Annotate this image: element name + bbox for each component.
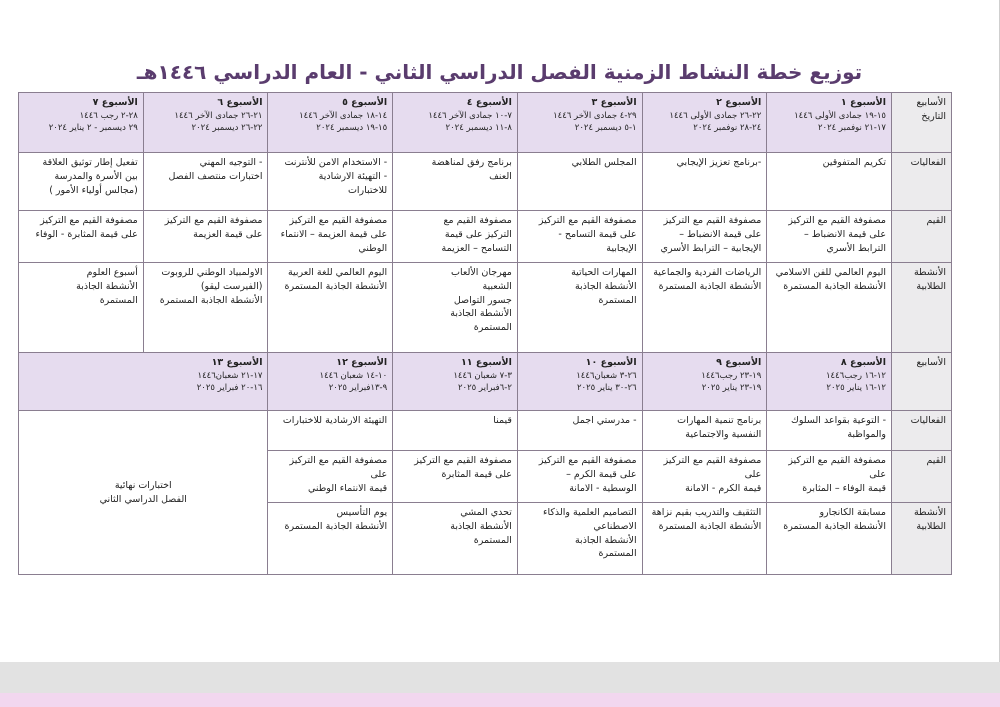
activity-cell: تفعيل إطار توثيق العلاقة بين الأسرة والمدرسة (مجالس أولياء الأمور )	[19, 153, 144, 211]
values-cell: مصفوفة القيم مع التركيز على قيمة العزيمة – الانتماء الوطني	[268, 211, 393, 263]
footer-pink-band	[0, 693, 1000, 707]
week-cell: الأسبوع ٧ ٢٨-٢ رجب ١٤٤٦ ٢٩ ديسمبر - ٢ يناير ٢٠٢٤	[19, 93, 144, 153]
activity-cell: تكريم المتفوقين	[767, 153, 892, 211]
week-cell: الأسبوع ٩ ١٩-٢٣ رجب١٤٤٦ ١٩-٢٣ يناير ٢٠٢٥	[642, 353, 767, 411]
page-title: توزيع خطة النشاط الزمنية الفصل الدراسي الثاني - العام الدراسي ١٤٤٦هـ	[136, 60, 863, 84]
values-cell: مصفوفة القيم مع التركيز على قيمة الانضباط – الإيجابية – الترابط الأسري	[642, 211, 767, 263]
class-activity-cell: التصاميم العلمية والذكاء الاصطناعي الأنشطة الجاذبة المستمرة	[517, 503, 642, 575]
week-cell: الأسبوع ١ ١٥-١٩ جمادى الأولى ١٤٤٦ ١٧-٢١ نوفمبر ٢٠٢٤	[767, 93, 892, 153]
class-activity-cell: اليوم العالمي للفن الاسلامي الأنشطة الجاذبة المستمرة	[767, 263, 892, 353]
values-cell: مصفوفة القيم مع التركيز على قيمة المثابرة - الوفاء	[19, 211, 144, 263]
class-activity-cell: اليوم العالمي للغة العربية الأنشطة الجاذبة المستمرة	[268, 263, 393, 353]
week-cell: الأسبوع ٣ ٢٩-٤ جمادى الآخر ١٤٤٦ ١-٥ ديسمبر ٢٠٢٤	[517, 93, 642, 153]
week-cell: الأسبوع ١٣ ١٧-٢١ شعبان١٤٤٦ ١٦-٢٠ فبراير ٢٠٢٥	[19, 353, 268, 411]
table-row	[19, 353, 952, 411]
activity-plan-table	[18, 92, 952, 575]
table-row	[19, 93, 952, 153]
week-cell: الأسبوع ٨ ١٢-١٦ رجب١٤٤٦ ١٢-١٦ يناير ٢٠٢٥	[767, 353, 892, 411]
class-activity-cell: تحدي المشي الأنشطة الجاذبة المستمرة	[393, 503, 518, 575]
week-cell: الأسبوع ٤ ٧-١٠ جمادى الآخر ١٤٤٦ ٨-١١ ديسمبر ٢٠٢٤	[393, 93, 518, 153]
values-cell: مصفوفة القيم مع التركيز على قيمة الكرم – الوسطية - الامانة	[517, 451, 642, 503]
footer-gray-band	[0, 662, 1000, 693]
class-activity-cell: أسبوع العلوم الأنشطة الجاذبة المستمرة	[19, 263, 144, 353]
class-activity-cell: مسابقة الكانجارو الأنشطة الجاذبة المستمرة	[767, 503, 892, 575]
activity-cell: برنامج رفق لمناهضة العنف	[393, 153, 518, 211]
week-cell: الأسبوع ١٠ ٢٦-٣ شعبان١٤٤٦ ٢٦-٣٠ يناير ٢٠٢٥	[517, 353, 642, 411]
row-label-weeks-date: الأسابيع التاريخ	[892, 93, 952, 153]
row-label-values: القيم	[892, 211, 952, 263]
values-cell: مصفوفة القيم مع التركيز على قيمة المثابرة	[393, 451, 518, 503]
values-cell: مصفوفة القيم مع التركيز على قيمة التسامح – العزيمة	[393, 211, 518, 263]
values-cell: مصفوفة القيم مع التركيز على قيمة الوفاء – المثابرة	[767, 451, 892, 503]
values-cell: مصفوفة القيم مع التركيز على قيمة الكرم - الامانة	[642, 451, 767, 503]
activity-cell: المجلس الطلابي	[517, 153, 642, 211]
week-cell: الأسبوع ٥ ١٤-١٨ جمادى الآخر ١٤٤٦ ١٥-١٩ ديسمبر ٢٠٢٤	[268, 93, 393, 153]
row-label-activities: الفعاليات	[892, 153, 952, 211]
week-cell: الأسبوع ١٢ ١٠-١٤ شعبان ١٤٤٦ ٩-١٣فبراير ٢٠٢٥	[268, 353, 393, 411]
values-cell: مصفوفة القيم مع التركيز على قيمة التسامح - الإيجابية	[517, 211, 642, 263]
activity-cell: - التوجيه المهني اختبارات منتصف الفصل	[143, 153, 268, 211]
activity-cell: - مدرستي اجمل	[517, 411, 642, 451]
class-activity-cell: الرياضات الفردية والجماعية الأنشطة الجاذبة المستمرة	[642, 263, 767, 353]
row-label-class-activities: الأنشطة الطلابية	[892, 263, 952, 353]
class-activity-cell: يوم التأسيس الأنشطة الجاذبة المستمرة	[268, 503, 393, 575]
activity-cell: -برنامج تعزيز الإيجابي	[642, 153, 767, 211]
table-row	[19, 211, 952, 263]
week-cell: الأسبوع ١١ ٣-٧ شعبان ١٤٤٦ ٢-٦فبراير ٢٠٢٥	[393, 353, 518, 411]
activity-cell: التهيئة الارشادية للاختبارات	[268, 411, 393, 451]
class-activity-cell: الاولمبياد الوطني للروبوت (الفيرست ليقو) الأنشطة الجاذبة المستمرة	[143, 263, 268, 353]
week-cell: الأسبوع ٦ ٢١-٢٦ جمادى الآخر ١٤٤٦ ٢٢-٢٦ ديسمبر ٢٠٢٤	[143, 93, 268, 153]
activity-cell: - التوعية بقواعد السلوك والمواظبة	[767, 411, 892, 451]
table-row	[19, 411, 952, 451]
week-cell: الأسبوع ٢ ٢٢-٢٦ جمادى الأولى ١٤٤٦ ٢٤-٢٨ نوفمبر ٢٠٢٤	[642, 93, 767, 153]
activity-cell: - الاستخدام الامن للأنترنت - التهيئة الارشادية للاختبارات	[268, 153, 393, 211]
class-activity-cell: مهرجان الألعاب الشعبية جسور التواصل الأنشطة الجاذبة المستمرة	[393, 263, 518, 353]
final-exams-cell: اختبارات نهائية الفصل الدراسي الثاني	[19, 411, 268, 575]
values-cell: مصفوفة القيم مع التركيز على قيمة الانضباط – الترابط الأسري	[767, 211, 892, 263]
activity-cell: قيمنا	[393, 411, 518, 451]
row-label-class-activities: الأنشطة الطلابية	[892, 503, 952, 575]
row-label-values: القيم	[892, 451, 952, 503]
activity-cell: برنامج تنمية المهارات النفسية والاجتماعية	[642, 411, 767, 451]
table-row	[19, 263, 952, 353]
table-row	[19, 153, 952, 211]
values-cell: مصفوفة القيم مع التركيز على قيمة الانتماء الوطني	[268, 451, 393, 503]
values-cell: مصفوفة القيم مع التركيز على قيمة العزيمة	[143, 211, 268, 263]
row-label-weeks: الأسابيع	[892, 353, 952, 411]
row-label-activities: الفعاليات	[892, 411, 952, 451]
class-activity-cell: التثقيف والتدريب بقيم نزاهة الأنشطة الجاذبة المستمرة	[642, 503, 767, 575]
class-activity-cell: المهارات الحياتية الأنشطة الجاذبة المستمرة	[517, 263, 642, 353]
